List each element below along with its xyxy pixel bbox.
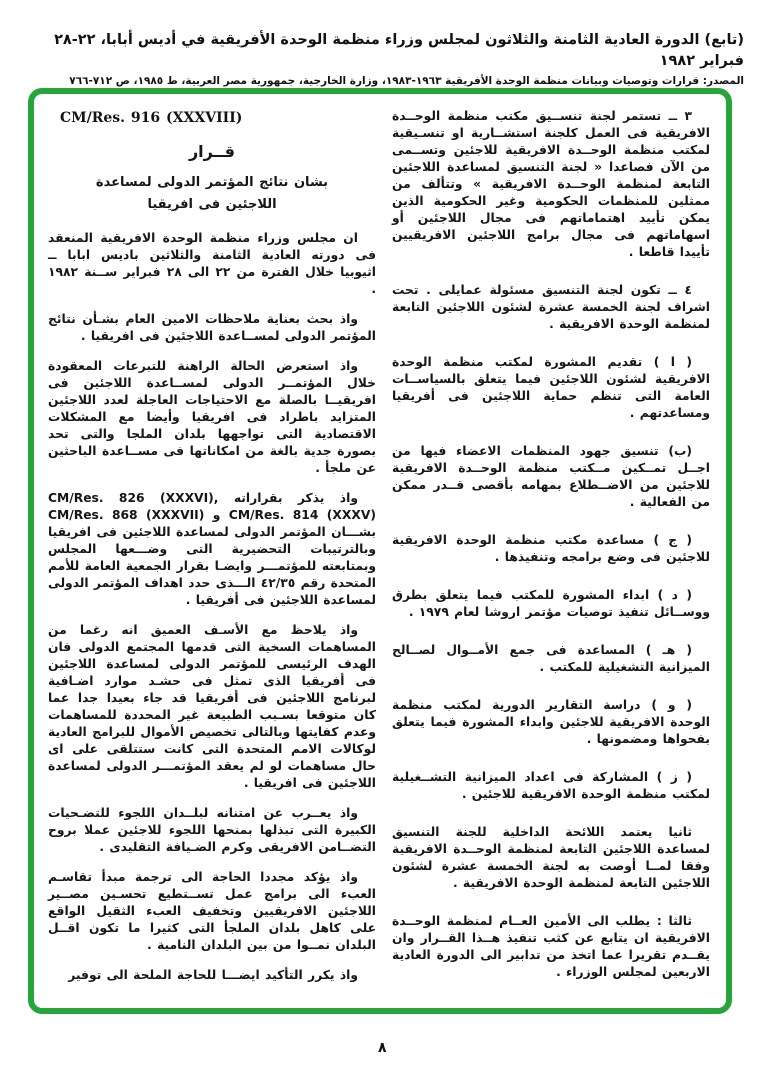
- page-header: [40, 30, 744, 87]
- resolution-title: قــرار: [188, 142, 236, 161]
- header-source-line: المصدر: قرارات وتوصيات وبيانات منظمة الوحدة الأفريقية ١٩٦٣-١٩٨٣، وزارة الخارجية، جمهورية مصر العربية، ط ١٩٨٥، ص ٧١٢-٧٦٦: [69, 75, 744, 88]
- resolution-subtitle-line2: اللاجئين فى افريقيا: [147, 197, 277, 213]
- page-number: ٨: [378, 1040, 387, 1056]
- two-column-text-area: [34, 94, 726, 1008]
- green-frame: [28, 88, 732, 1014]
- paragraph-subitem-j: ( ج ) مساعدة مكتب منظمة الوحدة الافريقية للاجئين فى وضع برامجه وتنفيذها .: [392, 533, 710, 564]
- paragraph-subitem-z: ( ز ) المشاركة فى اعداد الميزانية التشــغيلية لمكتب منظمة الوحدة الافريقية للاجئين .: [392, 770, 710, 801]
- paragraph-operative-4: ٤ ــ تكون لجنة التنسيق مسئولة عمايلى . تحت اشراف لجنة الخمسة عشرة لشئون اللاجئين التابعة لمنظمة الوحدة الافريقية .: [392, 283, 710, 331]
- paragraph-preamble-reviewed: واذ استعرض الحالة الراهنة للتبرعات المعقودة خلال المؤتمــر الدولى لمســاعدة اللاجئين فى افريقيــا بالصلة مع الاحتياجات العاجلة لعدد اللاجئين المتزايد باطراد فى افريقيا وأيضا مع المشكلات الاقتصادية التى تواجهها بلدان الملجا والتى تحد بصورة جدية بالغة من امكاناتها فى مســاعدة الباحثين عن ملجأ .: [48, 359, 376, 476]
- paragraph-subitem-b: (ب) تنسيق جهود المنظمات الاعضاء فيها من اجــل تمــكين مــكتب منظمة الوحــدة الافريقية للاجئين من الاضــطلاع بمهامه بأقصى قــدر ممكن من الفعالية .: [392, 444, 710, 509]
- paragraph-preamble-considered: واذ بحث بعناية ملاحظات الامين العام بشـأن نتائج المؤتمر الدولى لمســاعدة اللاجئين فى افريقيا .: [48, 312, 376, 344]
- paragraph-preamble-gratitude: واذ يعــرب عن امتنانه لبلــدان اللجوء للتضـحيات الكبيرة التى تبذلها بمنحها اللجوء للاجئين عملا بروح التضــامن الافريقى وكرم الضـيافة التقليدى .: [48, 806, 376, 855]
- paragraph-thirdly: ثالثا : يطلب الى الأمين العــام لمنظمة الوحــدة الافريقية ان يتابع عن كثب تنفيذ هــذا القــرار وان يقــدم تقريرا عما اتخذ من تدابير الى الدورة العادية الاربعين لمجلس الوزراء .: [392, 914, 710, 979]
- paragraph-preamble-reaffirming: واذ يؤكد مجددا الحاجة الى ترجمة مبدأ تقاسـم العبء الى برامج عمل تســتطيع تحسـين مصــير اللاجئين الافريقيين وتخفيف العبء الثقيل الواقع على كاهل بلدان الملجأ التى كثيرا ما تكون اقــل البلدان نمــوا من بين البلدان النامية .: [48, 870, 376, 953]
- resolution-id: CM/Res. 916 (XXXVIII): [60, 110, 243, 126]
- paragraph-preamble-recalling: واذ يذكر بقراراته CM/Res. 826 (XXXVI), CM/Res. 814 (XXXV) و CM/Res. 868 (XXXVII) بشـــان المؤتمر الدولى لمساعدة اللاجئين فى افريقيا وبالترتيبات التحضيرية التى وضـــعها المجلس وبمتابعته للمؤتمـــر وايضـا بقرار الجمعية العامة للأمم المتحدة رقم ٤٢/٣٥ الـــذى حدد اهداف المؤتمر الدولى لمساعدة اللاجئين فى أفريقيا .: [48, 491, 376, 608]
- column-right-continuation: [392, 108, 710, 998]
- paragraph-subitem-a: ( ا ) تقديم المشورة لمكتب منظمة الوحدة الافريقية لشئون اللاجئين فيما يتعلق بالسياســات العامة التى تنظم حماية اللاجئين فى أفريقيا ومساعدتهم .: [392, 355, 710, 420]
- resolution-subtitle-line1: بشان نتائج المؤتمر الدولى لمساعدة: [95, 175, 329, 190]
- paragraph-subitem-d: ( د ) ابداء المشورة للمكتب فيما يتعلق بطرق ووســائل تنفيذ توصيات مؤتمر اروشا لعام ١٩٧٩ .: [392, 588, 710, 619]
- column-left-resolution: [48, 108, 376, 998]
- paragraph-subitem-h: ( هـ ) المساعدة فى جمع الأمــوال لصــالح الميزانية التشغيلية للمكتب .: [392, 643, 710, 674]
- paragraph-operative-3: ٣ ــ تستمر لجنة تنســيق مكتب منظمة الوحــدة الافريقية فى العمل كلجنة استشــارية او تنسـيقية لمكتب منظمة الوحــدة الافريقية للاجئين وتســمى من الآن فصاعدا « لجنة التنسيق لمساعدة اللاجئين التابعة لمنظمة الوحــدة الافريقية » وتتألف من ممثلين للمنظمات الحكومية وغير الحكومية الذين يمكن تأييد اهتماماتهم فى مجال اللاجئين أو اسهاماتهم فى مجال برامج اللاجئين الافريقيين تأييدا قاطعا .: [392, 109, 710, 259]
- paragraph-preamble-noting: واذ يلاحظ مع الأسـف العميق انه رغما من المساهمات السخية التى قدمها المجتمع الدولى فان الهدف الرئيسى للمؤتمر الدولى لمساعدة اللاجئين فى أفريقيا الذى تمثل فى حشـد موارد اضـافية لبرنامج اللاجئين فى أفريقيا قد جاء بعيدا جدا عما كان متوقعا بسـبب الطبيعة غير المحددة للمساهمات وعدم كفايتها وبالتالى تخصيص الأموال للبرامج العادية لوكالات الامم المتحدة التى كانت ستتلقى على اى حال مساهمات لو لم يعقد المؤتمـــر الدولى لمساعدة اللاجئين فى افريقيا .: [48, 623, 376, 791]
- paragraph-preamble-council: ان مجلس وزراء منظمة الوحدة الافريقية المنعقد فى دورته العادية الثامنة والثلاثين باديس ابابا ــ اثيوبيا خلال الفترة من ٢٢ الى ٢٨ فبراير ســنة ١٩٨٢ .: [48, 231, 376, 297]
- paragraph-subitem-w: ( و ) دراسة التقارير الدورية لمكتب منظمة الوحدة الافريقية للاجئين وابداء المشورة فيما يتعلق بفحواها ومضمونها .: [392, 698, 710, 746]
- paragraph-preamble-reiterating: واذ يكرر التأكيد ايضـــا للحاجة الملحة الى توفير: [68, 968, 358, 983]
- header-session-line: (تابع) الدورة العادية الثامنة والثلاثون لمجلس وزراء منظمة الوحدة الأفريقية في أديس أبابا، ٢٢-٢٨ فبراير ١٩٨٢: [54, 32, 744, 70]
- resolution-subtitle: [48, 172, 376, 216]
- paragraph-secondly: ثانيا يعتمد اللائحة الداخلية للجنة التنسيق لمساعدة اللاجئين التابعة لمنظمة الوحــدة الافريقية وفقا لمــا أوصت به لجنة الخمسة عشرة لشئون اللاجئين التابعة لمنظمة الوحدة الافريقية .: [392, 825, 710, 890]
